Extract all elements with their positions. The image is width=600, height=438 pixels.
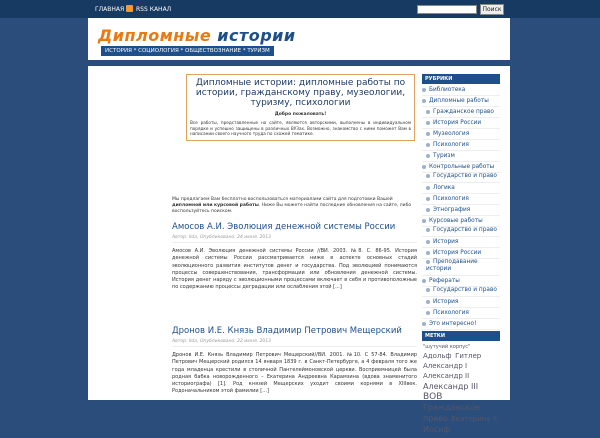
bullet-icon: [426, 143, 430, 147]
bullet-icon: [426, 121, 430, 125]
bullet-icon: [426, 300, 430, 304]
tag-link[interactable]: Александр II: [423, 372, 470, 380]
bullet-icon: [426, 186, 430, 190]
sidebar-rubric-item[interactable]: [422, 259, 500, 276]
site-logo[interactable]: [98, 26, 296, 45]
sidebar-rubric-item[interactable]: [422, 96, 500, 107]
post-meta: Автор: llda, Опубликовано: 24 июня, 2013: [172, 235, 417, 243]
rubric-label: История России: [433, 250, 482, 256]
rss-icon[interactable]: [126, 5, 133, 12]
post: [172, 222, 417, 292]
bullet-icon: [426, 197, 430, 201]
bullet-icon: [426, 251, 430, 255]
rubric-label: Логика: [433, 185, 455, 191]
rss-link[interactable]: RSS КАНАЛ: [136, 6, 172, 13]
site-header: [88, 18, 510, 66]
rubric-label: Туризм: [433, 153, 455, 159]
sidebar-rubric-item[interactable]: [422, 129, 500, 140]
rubric-label: Рефераты: [429, 278, 460, 284]
sidebar-rubric-item[interactable]: [422, 237, 500, 248]
bullet-icon: [426, 311, 430, 315]
sidebar-rubric-item[interactable]: [422, 216, 500, 227]
rubric-label: Этнография: [433, 207, 471, 213]
bullet-icon: [426, 228, 430, 232]
sidebar-rubric-item[interactable]: [422, 194, 500, 205]
site-tagline: ИСТОРИЯ * СОЦИОЛОГИЯ * ОБЩЕСТВОЗНАНИЕ * ТУРИЗМ: [101, 46, 274, 56]
tag-link[interactable]: "шутучий корпус": [423, 344, 471, 350]
rubrics-list: [422, 84, 500, 331]
sidebar-rubric-item[interactable]: [422, 118, 500, 129]
rubric-label: Это интересно!: [429, 321, 477, 327]
rubric-label: Музеология: [433, 131, 470, 137]
post-title-link[interactable]: Дронов И.Е. Князь Владимир Петрович Мещерский: [172, 326, 402, 336]
bullet-icon: [422, 219, 426, 223]
rubric-label: История: [433, 299, 459, 305]
page-container: [88, 18, 510, 434]
rubric-label: Государство и право: [433, 173, 497, 179]
tag-link[interactable]: Гитлер: [455, 352, 482, 360]
rubric-label: Государство и право: [433, 287, 497, 293]
intro-welcome: Добро пожаловать!: [274, 112, 327, 117]
sidebar-rubric-item[interactable]: [422, 227, 500, 237]
sidebar-rubric-item[interactable]: [422, 162, 500, 173]
intro-footnote: [172, 197, 417, 215]
rubric-label: Государство и право: [433, 227, 497, 233]
rubric-label: Преподавание истории: [426, 259, 478, 272]
rubric-label: Психология: [433, 196, 469, 202]
bullet-icon: [426, 174, 430, 178]
bullet-icon: [426, 110, 430, 114]
top-bar: [0, 0, 600, 18]
sidebar-rubric-item[interactable]: [422, 248, 500, 259]
search-input[interactable]: [417, 5, 477, 14]
rubric-label: Курсовые работы: [429, 218, 483, 224]
tag-cloud: [422, 341, 500, 438]
intro-foot-pre: Мы предлагаем Вам бесплатно воспользоваться материалами сайта для подготовки Вашей: [172, 197, 393, 202]
intro-box: [186, 74, 415, 141]
rubric-label: Дипломные работы: [429, 98, 489, 104]
tag-link[interactable]: Александр III: [423, 382, 479, 391]
bullet-icon: [426, 154, 430, 158]
sidebar-rubric-item[interactable]: [422, 85, 500, 96]
logo-word-1: Дипломные: [98, 26, 212, 45]
tag-link[interactable]: Гражданское право: [423, 403, 480, 423]
rubric-label: Библиотека: [429, 87, 466, 93]
rubric-label: Гражданское право: [433, 109, 494, 115]
sidebar-rubric-item[interactable]: [422, 319, 500, 330]
bullet-icon: [422, 279, 426, 283]
tag-link[interactable]: Адольф: [423, 352, 452, 360]
post-title-link[interactable]: Амосов А.И. Эволюция денежной системы России: [172, 222, 396, 232]
search-button[interactable]: Поиск: [480, 4, 504, 15]
rubric-label: Психология: [433, 142, 469, 148]
bullet-icon: [422, 99, 426, 103]
post-excerpt: Амосов А.И. Эволюция денежной системы России //ВИ. 2003. №8. С. 86-95. История денежной системы России рассматривается ниже в аспекте основных стадий эволюционного развития институтов денег и государства. Под эволюцией понимаются процессы совершенствования, трансформации или обновления денежной системы. История денег наряду с эволюционными процессами включает в себя и противоположные по содержанию процессы деградации или ослабления этой [...]: [172, 248, 417, 291]
post: [172, 326, 417, 396]
sidebar-rubric-item[interactable]: [422, 287, 500, 297]
sidebar-rubric-item[interactable]: [422, 151, 500, 162]
post-meta: Автор: llda, Опубликовано: 22 июня, 2013: [172, 339, 417, 347]
sidebar-rubric-item[interactable]: [422, 205, 500, 216]
tag-link[interactable]: Александр I: [423, 362, 468, 370]
bullet-icon: [426, 208, 430, 212]
rubric-label: История России: [433, 120, 482, 126]
tag-link[interactable]: Екатерина II: [451, 415, 497, 423]
tags-heading: МЕТКИ: [422, 331, 500, 341]
sidebar-rubric-item[interactable]: [422, 173, 500, 183]
sidebar-rubric-item[interactable]: [422, 183, 500, 194]
intro-foot-post: . Ниже Вы можете найти последние обновления на сайте, либо воспользуйтесь поиском.: [172, 203, 412, 214]
rubric-label: Контрольные работы: [429, 164, 495, 170]
bullet-icon: [422, 165, 426, 169]
sidebar-rubric-item[interactable]: [422, 276, 500, 287]
rubric-label: Психология: [433, 310, 469, 316]
intro-foot-bold: дипломной или курсовой работы: [172, 203, 259, 208]
intro-title: Дипломные истории: дипломные работы по истории, гражданскому праву, музеологии, туризму, психологии: [195, 78, 406, 108]
bullet-icon: [426, 240, 430, 244]
bullet-icon: [422, 322, 426, 326]
sidebar-rubric-item[interactable]: [422, 297, 500, 308]
sidebar-rubric-item[interactable]: [422, 308, 500, 319]
bullet-icon: [422, 88, 426, 92]
tag-link[interactable]: ВОВ: [423, 392, 443, 402]
post-excerpt: Дронов И.Е. Князь Владимир Петрович Мещерский//ВИ. 2001. №10. С 57-84. Владимир Петрович Мещерский родился 14 января 1839 г. в Санкт-Петербурге, а 4 февраля того же года младенца крестили в столичной Пантелеймоновской церкви. Восприемницей была родная бабка новорожденного – Екатерина Андреевна Карамзина (вдова знаменитого историографа) [1]. Род князей Мещерских уходит своими корнями в XIIIвек. Родоначальником этой фамилии [...]: [172, 352, 417, 395]
bullet-icon: [426, 132, 430, 136]
sidebar: [422, 74, 500, 438]
bullet-icon: [426, 288, 430, 292]
bullet-icon: [426, 260, 430, 264]
sidebar-rubric-item[interactable]: [422, 140, 500, 151]
intro-text: Все работы, представленные на сайте, являются авторскими, выполнены в индивидуальном порядке и успешно защищены в различных ВУЗах. Возможно, знакомство с ними поможет Вам в написании своего научного труда по схожей тематике.: [190, 120, 411, 136]
rubrics-heading: РУБРИКИ: [422, 74, 500, 84]
rubric-label: История: [433, 239, 459, 245]
logo-word-2: истории: [217, 26, 296, 45]
nav-home-link[interactable]: ГЛАВНАЯ: [95, 6, 125, 13]
sidebar-rubric-item[interactable]: [422, 107, 500, 118]
tag-link[interactable]: Иосиф: [423, 425, 451, 434]
